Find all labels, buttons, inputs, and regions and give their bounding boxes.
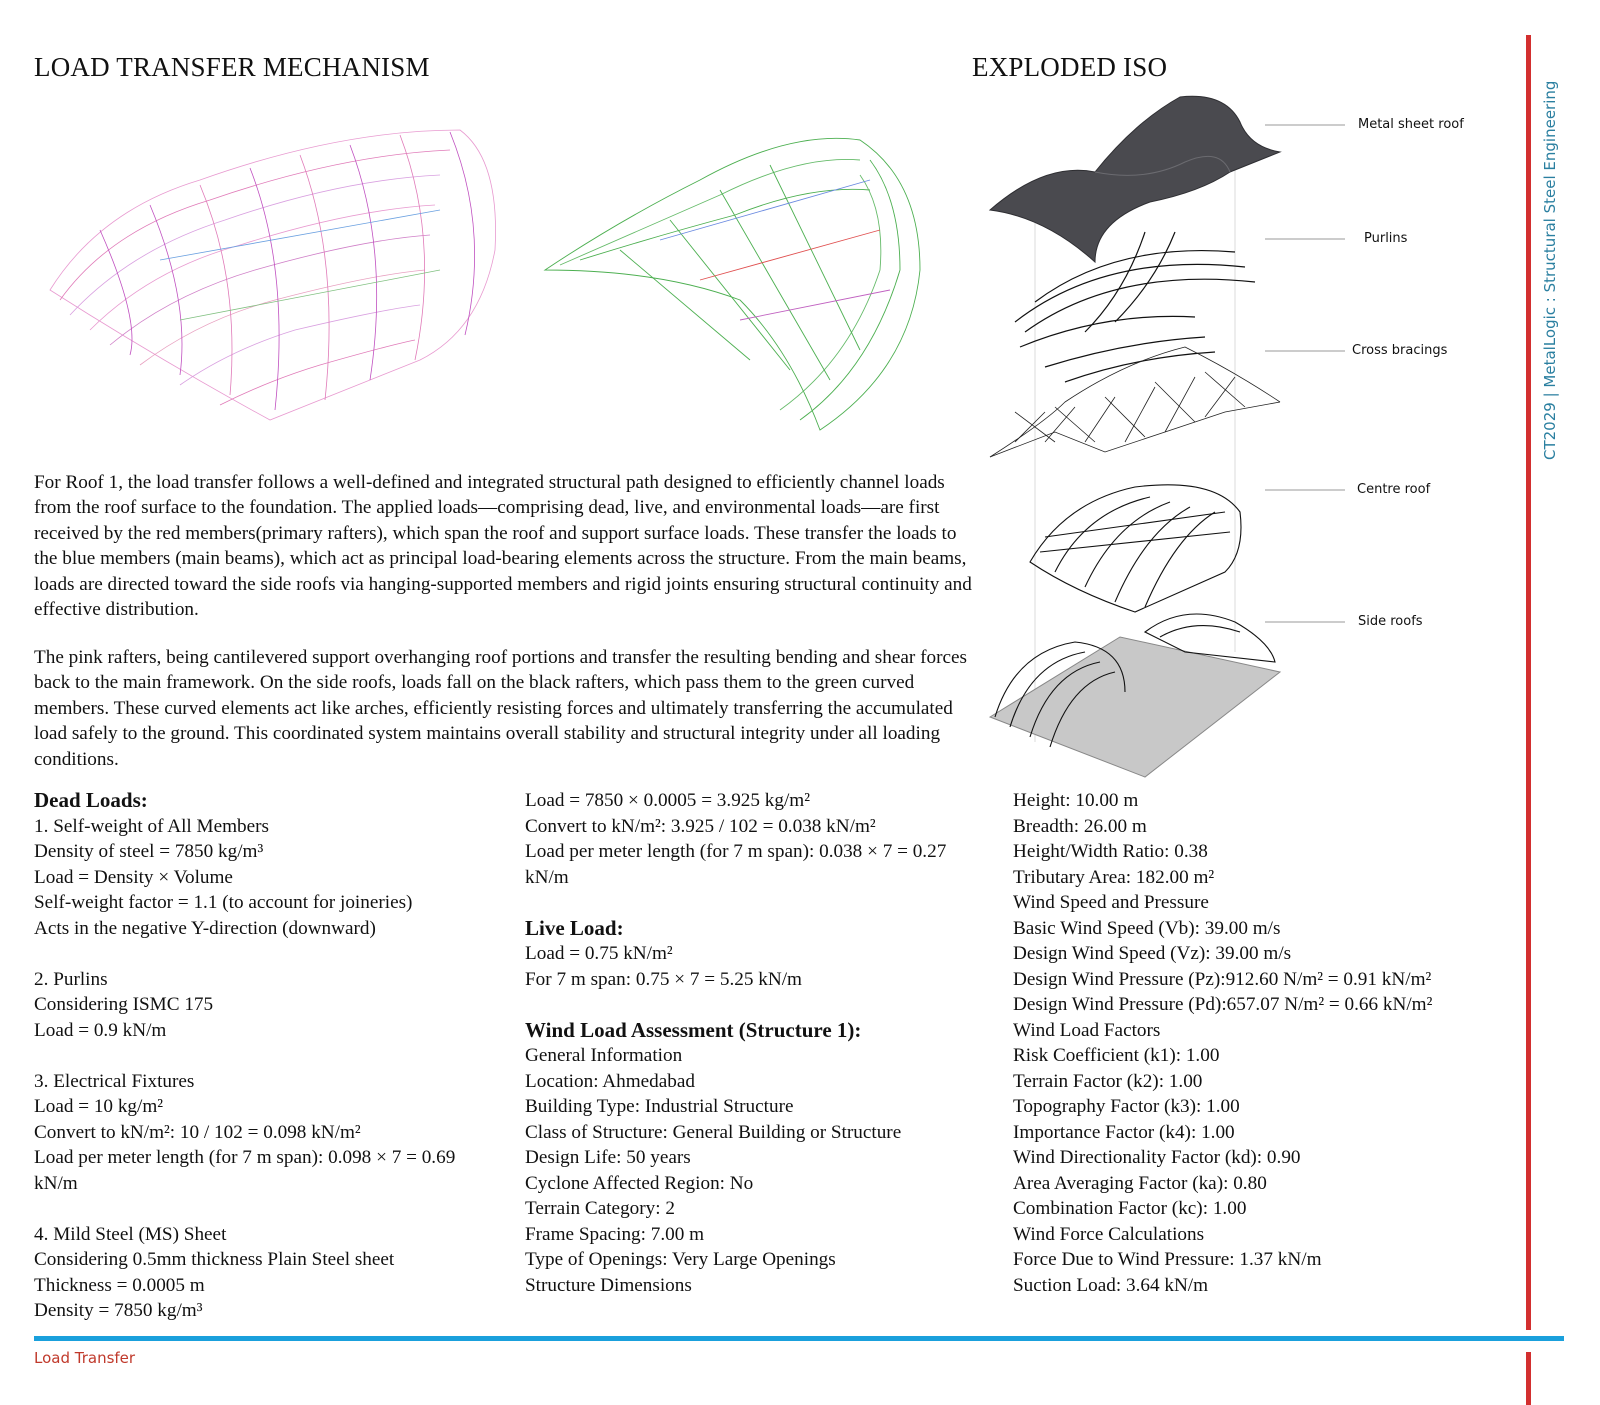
label-leader-lines: [1265, 110, 1355, 640]
text-line: Thickness = 0.0005 m: [34, 1274, 205, 1296]
text-line: Risk Coefficient (k1): 1.00: [1013, 1045, 1220, 1066]
title-load-transfer: LOAD TRANSFER MECHANISM: [34, 52, 430, 82]
text-line: Density of steel = 7850 kg/m³: [34, 841, 264, 862]
text-line: Type of Openings: Very Large Openings: [525, 1249, 836, 1270]
text-line: Load = 10 kg/m²: [34, 1096, 164, 1117]
right-red-bar: [1526, 35, 1531, 1330]
column-wind-parameters: [1013, 788, 1493, 1298]
text-line: Wind Load Factors: [1013, 1019, 1161, 1041]
text-line: Self-weight factor = 1.1 (to account for joineries): [34, 892, 413, 913]
label-purlins: Purlins: [1364, 231, 1408, 246]
label-centre-roof: Centre roof: [1357, 482, 1431, 497]
heading-dead-loads: Dead Loads:: [34, 788, 148, 812]
column-dead-loads: [34, 788, 504, 1324]
text-line: Location: Ahmedabad: [525, 1070, 695, 1092]
text-line: Terrain Factor (k2): 1.00: [1013, 1070, 1203, 1092]
text-line: Basic Wind Speed (Vb): 39.00 m/s: [1013, 917, 1281, 939]
wireframe-model-side-roof: [540, 120, 930, 440]
paragraph-load-path: For Roof 1, the load transfer follows a well-defined and integrated structural path designed to efficiently channel loads from the roof surface to the foundation. The applied loads—comprising dead, live, and environmental loads—are first received by the red members(primary rafters), which span the roof and support surface loads. These transfer the loads to the blue members (main beams), which act as principal load-bearing elements across the structure. From the main beams, loads are directed toward the side roofs via hanging-supported members and rigid joints ensuring structural continuity and effective distribution.: [34, 472, 972, 621]
text-line: Considering ISMC 175: [34, 994, 214, 1015]
text-line: Design Life: 50 years: [525, 1147, 691, 1168]
text-line: Design Wind Speed (Vz): 39.00 m/s: [1013, 943, 1292, 964]
paragraph-rafters: The pink rafters, being cantilevered support overhanging roof portions and transfer the resulting bending and shear forces back to the main framework. On the side roofs, loads fall on the black rafters, which pass them to the green curved members. These curved elements act like arches, efficiently resisting forces and ultimately transferring the accumulated load safely to the ground. This coordinated system maintains overall stability and structural integrity under all loading conditions.: [34, 647, 967, 770]
text-line: Structure Dimensions: [525, 1274, 692, 1296]
text-line: Load = Density × Volume: [34, 866, 233, 888]
text-line: Area Averaging Factor (ka): 0.80: [1013, 1172, 1267, 1194]
text-line: Density = 7850 kg/m³: [34, 1300, 203, 1321]
heading-live-load: Live Load:: [525, 915, 624, 940]
text-line: Height: 10.00 m: [1013, 790, 1139, 811]
text-line: kN/m: [34, 1172, 78, 1194]
text-line: Suction Load: 3.64 kN/m: [1013, 1274, 1209, 1296]
text-line: Height/Width Ratio: 0.38: [1013, 841, 1208, 862]
text-line: Force Due to Wind Pressure: 1.37 kN/m: [1013, 1249, 1322, 1270]
text-line: Tributary Area: 182.00 m²: [1013, 866, 1215, 888]
text-line: For 7 m span: 0.75 × 7 = 5.25 kN/m: [525, 968, 802, 990]
heading-wind-load: Wind Load Assessment (Structure 1):: [525, 1017, 862, 1042]
text-line: Class of Structure: General Building or Structure: [525, 1121, 902, 1143]
text-line: Frame Spacing: 7.00 m: [525, 1223, 705, 1245]
text-line: Load = 0.75 kN/m²: [525, 943, 673, 964]
text-line: Importance Factor (k4): 1.00: [1013, 1121, 1235, 1143]
text-line: Considering 0.5mm thickness Plain Steel sheet: [34, 1249, 395, 1270]
text-line: Convert to kN/m²: 10 / 102 = 0.098 kN/m²: [34, 1121, 361, 1143]
text-line: Design Wind Pressure (Pd):657.07 N/m² = 0.66 kN/m²: [1013, 994, 1433, 1015]
text-line: Load per meter length (for 7 m span): 0.098 × 7 = 0.69: [34, 1147, 456, 1168]
text-line: 1. Self-weight of All Members: [34, 815, 270, 837]
wireframe-model-roof1: [40, 120, 510, 430]
text-line: Load = 0.9 kN/m: [34, 1019, 167, 1041]
text-line: Design Wind Pressure (Pz):912.60 N/m² = 0.91 kN/m²: [1013, 968, 1432, 990]
text-line: Combination Factor (kc): 1.00: [1013, 1198, 1247, 1219]
footer-section-label: Load Transfer: [34, 1349, 136, 1367]
label-cross-bracings: Cross bracings: [1352, 343, 1448, 358]
right-red-bar-bottom: [1526, 1352, 1531, 1405]
text-line: Building Type: Industrial Structure: [525, 1096, 794, 1117]
text-line: kN/m: [525, 866, 569, 888]
text-line: Wind Speed and Pressure: [1013, 892, 1209, 913]
text-line: Breadth: 26.00 m: [1013, 815, 1147, 837]
text-line: General Information: [525, 1045, 683, 1066]
text-line: Load = 7850 × 0.0005 = 3.925 kg/m²: [525, 790, 810, 811]
text-line: Topography Factor (k3): 1.00: [1013, 1096, 1240, 1117]
text-line: Wind Force Calculations: [1013, 1223, 1205, 1245]
text-line: Wind Directionality Factor (kd): 0.90: [1013, 1147, 1301, 1168]
text-line: Cyclone Affected Region: No: [525, 1172, 754, 1194]
text-line: 4. Mild Steel (MS) Sheet: [34, 1223, 227, 1245]
text-line: 3. Electrical Fixtures: [34, 1070, 195, 1092]
text-line: Convert to kN/m²: 3.925 / 102 = 0.038 kN/m²: [525, 815, 876, 837]
title-exploded-iso: EXPLODED ISO: [972, 52, 1168, 82]
column-live-wind: [525, 788, 995, 1298]
text-line: 2. Purlins: [34, 968, 108, 990]
text-line: Acts in the negative Y-direction (downward): [34, 917, 376, 939]
text-line: Load per meter length (for 7 m span): 0.038 × 7 = 0.27: [525, 841, 947, 862]
label-metal-sheet-roof: Metal sheet roof: [1358, 117, 1464, 132]
text-line: Terrain Category: 2: [525, 1198, 675, 1219]
exploded-iso-illustration: [985, 92, 1285, 782]
bottom-blue-bar: [34, 1336, 1564, 1341]
label-side-roofs: Side roofs: [1358, 614, 1423, 629]
side-course-title: CT2029 | MetalLogic : Structural Steel Engineering: [1541, 80, 1559, 460]
